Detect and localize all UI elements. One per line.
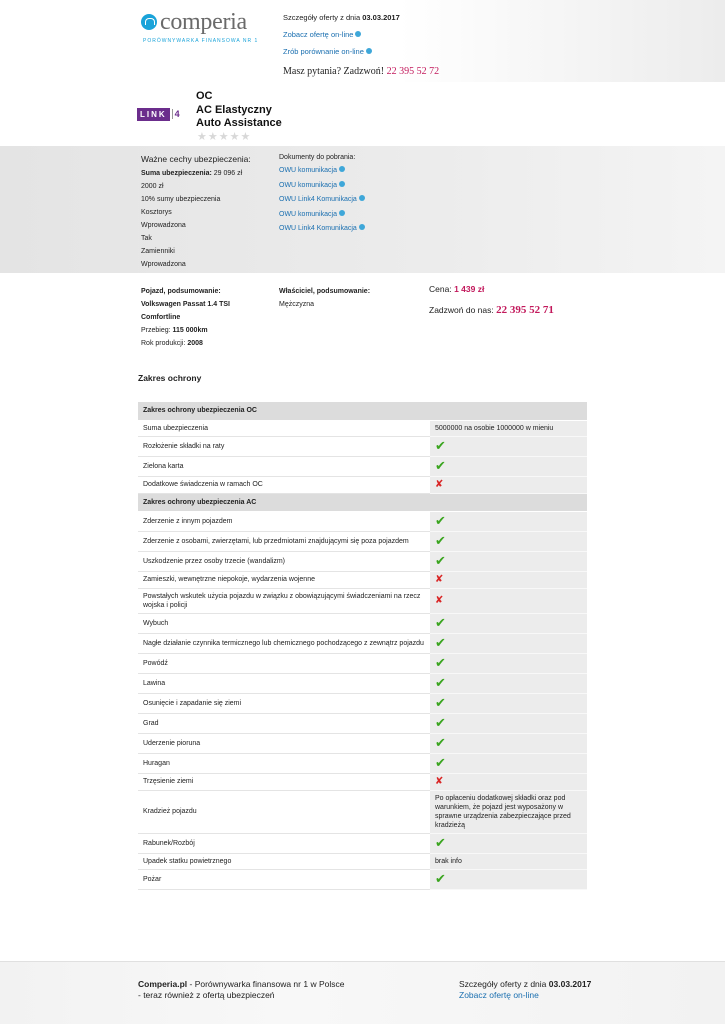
coverage-status xyxy=(430,511,587,531)
coverage-status xyxy=(430,733,587,753)
price-value: 1 439 zł xyxy=(454,284,485,294)
footer-tagline2: - teraz również z ofertą ubezpieczeń xyxy=(138,990,275,1000)
coverage-status xyxy=(430,588,587,613)
document-link[interactable]: OWU Link4 Komunikacja xyxy=(279,193,365,208)
price-label: Cena: xyxy=(429,284,452,294)
header-phone[interactable]: 22 395 52 72 xyxy=(386,66,440,77)
table-row xyxy=(138,571,587,588)
owner-summary xyxy=(279,285,370,311)
product-name: OC xyxy=(196,90,213,102)
coverage-status xyxy=(430,456,587,476)
document-link[interactable]: OWU komunikacja xyxy=(279,208,365,223)
table-row xyxy=(138,673,587,693)
rating-stars[interactable] xyxy=(197,132,250,143)
coverage-label: Nagłe działanie czynnika termicznego lub chemicznego pochodzącego z zewnątrz pojazdu xyxy=(138,633,430,653)
coverage-label: Wybuch xyxy=(138,613,430,633)
table-row xyxy=(138,633,587,653)
comperia-logo[interactable] xyxy=(141,10,261,50)
cross-icon: ✘ xyxy=(435,573,444,585)
coverage-label: Powódź xyxy=(138,653,430,673)
feature-line: Wprowadzona xyxy=(141,222,186,229)
table-row xyxy=(138,869,587,889)
coverage-label: Rabunek/Rozbój xyxy=(138,833,430,853)
star-icon: ★ xyxy=(207,131,218,143)
coverage-status xyxy=(430,753,587,773)
coverage-status xyxy=(430,869,587,889)
vehicle-summary xyxy=(141,285,230,350)
table-row xyxy=(138,833,587,853)
table-row xyxy=(138,531,587,551)
coverage-label: Huragan xyxy=(138,753,430,773)
document-link[interactable]: OWU komunikacja xyxy=(279,179,365,194)
sum-value: 29 096 zł xyxy=(213,170,243,177)
check-icon: ✔ xyxy=(435,734,446,750)
coverage-status xyxy=(430,773,587,790)
brand-logo-text: LINK xyxy=(137,108,170,121)
feature-line: Tak xyxy=(141,235,152,242)
coverage-value: Po opłaceniu dodatkowej składki oraz pod warunkiem, że pojazd jest wyposażony w sprawne urządzenia zabezpieczające przed kradzieżą xyxy=(430,790,587,833)
year-line xyxy=(141,337,230,350)
document-link[interactable]: OWU komunikacja xyxy=(279,164,365,179)
coverage-label: Uszkodzenie przez osoby trzecie (wandalizm) xyxy=(138,551,430,571)
coverage-status xyxy=(430,476,587,493)
offer-date: 03.03.2017 xyxy=(362,13,400,22)
feature-line: Zamienniki xyxy=(141,248,175,255)
product-names xyxy=(196,90,282,131)
check-icon: ✔ xyxy=(435,634,446,650)
product-name: AC Elastyczny xyxy=(196,103,272,116)
features-title: Ważne cechy ubezpieczenia: xyxy=(141,154,251,164)
mileage-line xyxy=(141,324,230,337)
cross-icon: ✘ xyxy=(435,594,444,606)
arrow-circle-icon xyxy=(339,210,345,216)
footer-view-offer-link[interactable]: Zobacz ofertę on-line xyxy=(459,990,539,1000)
coverage-label: Zderzenie z osobami, zwierzętami, lub przedmiotami znajdującymi się poza pojazdem xyxy=(138,531,430,551)
table-row xyxy=(138,420,587,436)
coverage-label: Zamieszki, wewnętrzne niepokoje, wydarzenia wojenne xyxy=(138,571,430,588)
coverage-label: Suma ubezpieczenia xyxy=(138,420,430,436)
star-icon: ★ xyxy=(218,131,229,143)
coverage-label: Powstałych wskutek użycia pojazdu w związku z obowiązującymi świadczeniami na rzecz wojska i policji xyxy=(138,588,430,613)
key-features xyxy=(141,154,251,271)
table-row xyxy=(138,456,587,476)
owner-title: Właściciel, podsumowanie: xyxy=(279,288,371,295)
footer-right xyxy=(459,979,591,1001)
logo-text: comperia xyxy=(160,9,247,35)
link4-logo xyxy=(137,107,187,121)
arrow-circle-icon xyxy=(359,195,365,201)
coverage-label: Lawina xyxy=(138,673,430,693)
coverage-status xyxy=(430,571,587,588)
coverage-label: Dodatkowe świadczenia w ramach OC xyxy=(138,476,430,493)
coverage-table xyxy=(138,402,587,890)
price-line xyxy=(429,284,554,294)
table-row xyxy=(138,613,587,633)
compare-link[interactable]: Zrób porównanie on-line xyxy=(283,47,364,56)
feature-line: 2000 zł xyxy=(141,183,164,190)
check-icon: ✔ xyxy=(435,654,446,670)
table-row xyxy=(138,853,587,869)
coverage-status xyxy=(430,713,587,733)
footer-offer-date-label: Szczegóły oferty z dnia xyxy=(459,979,547,989)
coverage-value: brak info xyxy=(430,853,587,869)
coverage-status xyxy=(430,613,587,633)
check-icon: ✔ xyxy=(435,834,446,850)
arrow-circle-icon xyxy=(339,181,345,187)
coverage-status xyxy=(430,633,587,653)
call-line xyxy=(429,304,554,316)
check-icon: ✔ xyxy=(435,694,446,710)
vehicle-model: Volkswagen Passat 1.4 TSI xyxy=(141,301,230,308)
call-label: Zadzwoń do nas: xyxy=(429,305,494,315)
coverage-status xyxy=(430,833,587,853)
header-info xyxy=(283,13,439,77)
coverage-value: 5000000 na osobie 1000000 w mieniu xyxy=(430,420,587,436)
mileage-value: 115 000km xyxy=(172,327,208,334)
table-row xyxy=(138,733,587,753)
compare-line xyxy=(283,47,439,64)
call-phone[interactable]: 22 395 52 71 xyxy=(496,304,554,316)
check-icon: ✔ xyxy=(435,754,446,770)
coverage-status xyxy=(430,436,587,456)
comperia-logo-icon xyxy=(141,14,157,30)
table-row xyxy=(138,790,587,833)
star-icon: ★ xyxy=(197,131,207,143)
check-icon: ✔ xyxy=(435,714,446,730)
table-row xyxy=(138,476,587,493)
documents xyxy=(279,154,365,237)
check-icon: ✔ xyxy=(435,512,446,528)
feature-line: Wprowadzona xyxy=(141,261,186,268)
coverage-label: Pożar xyxy=(138,869,430,889)
feature-sum xyxy=(141,167,251,180)
price-block xyxy=(429,284,554,316)
vehicle-model-trim: Comfortline xyxy=(141,314,181,321)
documents-title: Dokumenty do pobrania: xyxy=(279,154,356,161)
check-icon: ✔ xyxy=(435,532,446,548)
sum-label: Suma ubezpieczenia: xyxy=(141,170,212,177)
table-row xyxy=(138,753,587,773)
cross-icon: ✘ xyxy=(435,478,444,490)
coverage-label: Zderzenie z innym pojazdem xyxy=(138,511,430,531)
product-name: Auto Assistance xyxy=(196,117,282,129)
table-row xyxy=(138,511,587,531)
footer-left xyxy=(138,979,344,1001)
footer-offer-date: 03.03.2017 xyxy=(548,979,592,989)
offer-date-line xyxy=(283,13,439,30)
star-icon: ★ xyxy=(240,131,251,143)
coverage-group-title: Zakres ochrony ubezpieczenia AC xyxy=(138,493,587,511)
arrow-circle-icon xyxy=(359,224,365,230)
arrow-circle-icon xyxy=(355,31,361,37)
mileage-label: Przebieg: xyxy=(141,327,171,334)
year-value: 2008 xyxy=(187,340,203,347)
footer-tagline: - Porównywarka finansowa nr 1 w Polsce xyxy=(189,979,345,989)
cross-icon: ✘ xyxy=(435,775,444,787)
table-row xyxy=(138,436,587,456)
check-icon: ✔ xyxy=(435,437,446,453)
arrow-circle-icon xyxy=(366,48,372,54)
contact-line xyxy=(283,66,439,77)
view-offer-link[interactable]: Zobacz ofertę on-line xyxy=(283,30,354,39)
question-text: Masz pytania? Zadzwoń! xyxy=(283,66,385,77)
vehicle-title: Pojazd, podsumowanie: xyxy=(141,288,221,295)
owner-gender: Mężczyzna xyxy=(279,301,315,308)
feature-line: Kosztorys xyxy=(141,209,172,216)
brand-logo-num: 4 xyxy=(172,109,180,119)
check-icon: ✔ xyxy=(435,552,446,568)
table-row xyxy=(138,773,587,790)
coverage-label: Upadek statku powietrznego xyxy=(138,853,430,869)
coverage-label: Uderzenie pioruna xyxy=(138,733,430,753)
coverage-label: Zielona karta xyxy=(138,456,430,476)
coverage-group-title: Zakres ochrony ubezpieczenia OC xyxy=(138,402,587,420)
check-icon: ✔ xyxy=(435,457,446,473)
coverage-status xyxy=(430,531,587,551)
feature-line: 10% sumy ubezpieczenia xyxy=(141,196,221,203)
table-row xyxy=(138,653,587,673)
table-row xyxy=(138,693,587,713)
star-icon: ★ xyxy=(229,131,240,143)
check-icon: ✔ xyxy=(435,674,446,690)
coverage-label: Kradzież pojazdu xyxy=(138,790,430,833)
coverage-status xyxy=(430,673,587,693)
table-row xyxy=(138,551,587,571)
offer-date-label: Szczegóły oferty z dnia xyxy=(283,13,361,22)
footer-band xyxy=(0,961,725,1024)
check-icon: ✔ xyxy=(435,870,446,886)
table-row xyxy=(138,713,587,733)
coverage-status xyxy=(430,551,587,571)
coverage-label: Osunięcie i zapadanie się ziemi xyxy=(138,693,430,713)
coverage-group-header xyxy=(138,493,587,511)
check-icon: ✔ xyxy=(435,614,446,630)
arrow-circle-icon xyxy=(339,166,345,172)
logo-tagline: PORÓWNYWARKA FINANSOWA NR 1 xyxy=(143,38,259,44)
coverage-status xyxy=(430,653,587,673)
coverage-status xyxy=(430,693,587,713)
table-row xyxy=(138,588,587,613)
coverage-label: Rozłożenie składki na raty xyxy=(138,436,430,456)
year-label: Rok produkcji: xyxy=(141,340,186,347)
view-offer-line xyxy=(283,30,439,47)
coverage-label: Trzęsienie ziemi xyxy=(138,773,430,790)
footer-brand[interactable]: Comperia.pl xyxy=(138,979,188,989)
document-link[interactable]: OWU Link4 Komunikacja xyxy=(279,222,365,237)
coverage-group-header xyxy=(138,402,587,420)
coverage-section-title: Zakres ochrony xyxy=(138,373,202,383)
coverage-label: Grad xyxy=(138,713,430,733)
